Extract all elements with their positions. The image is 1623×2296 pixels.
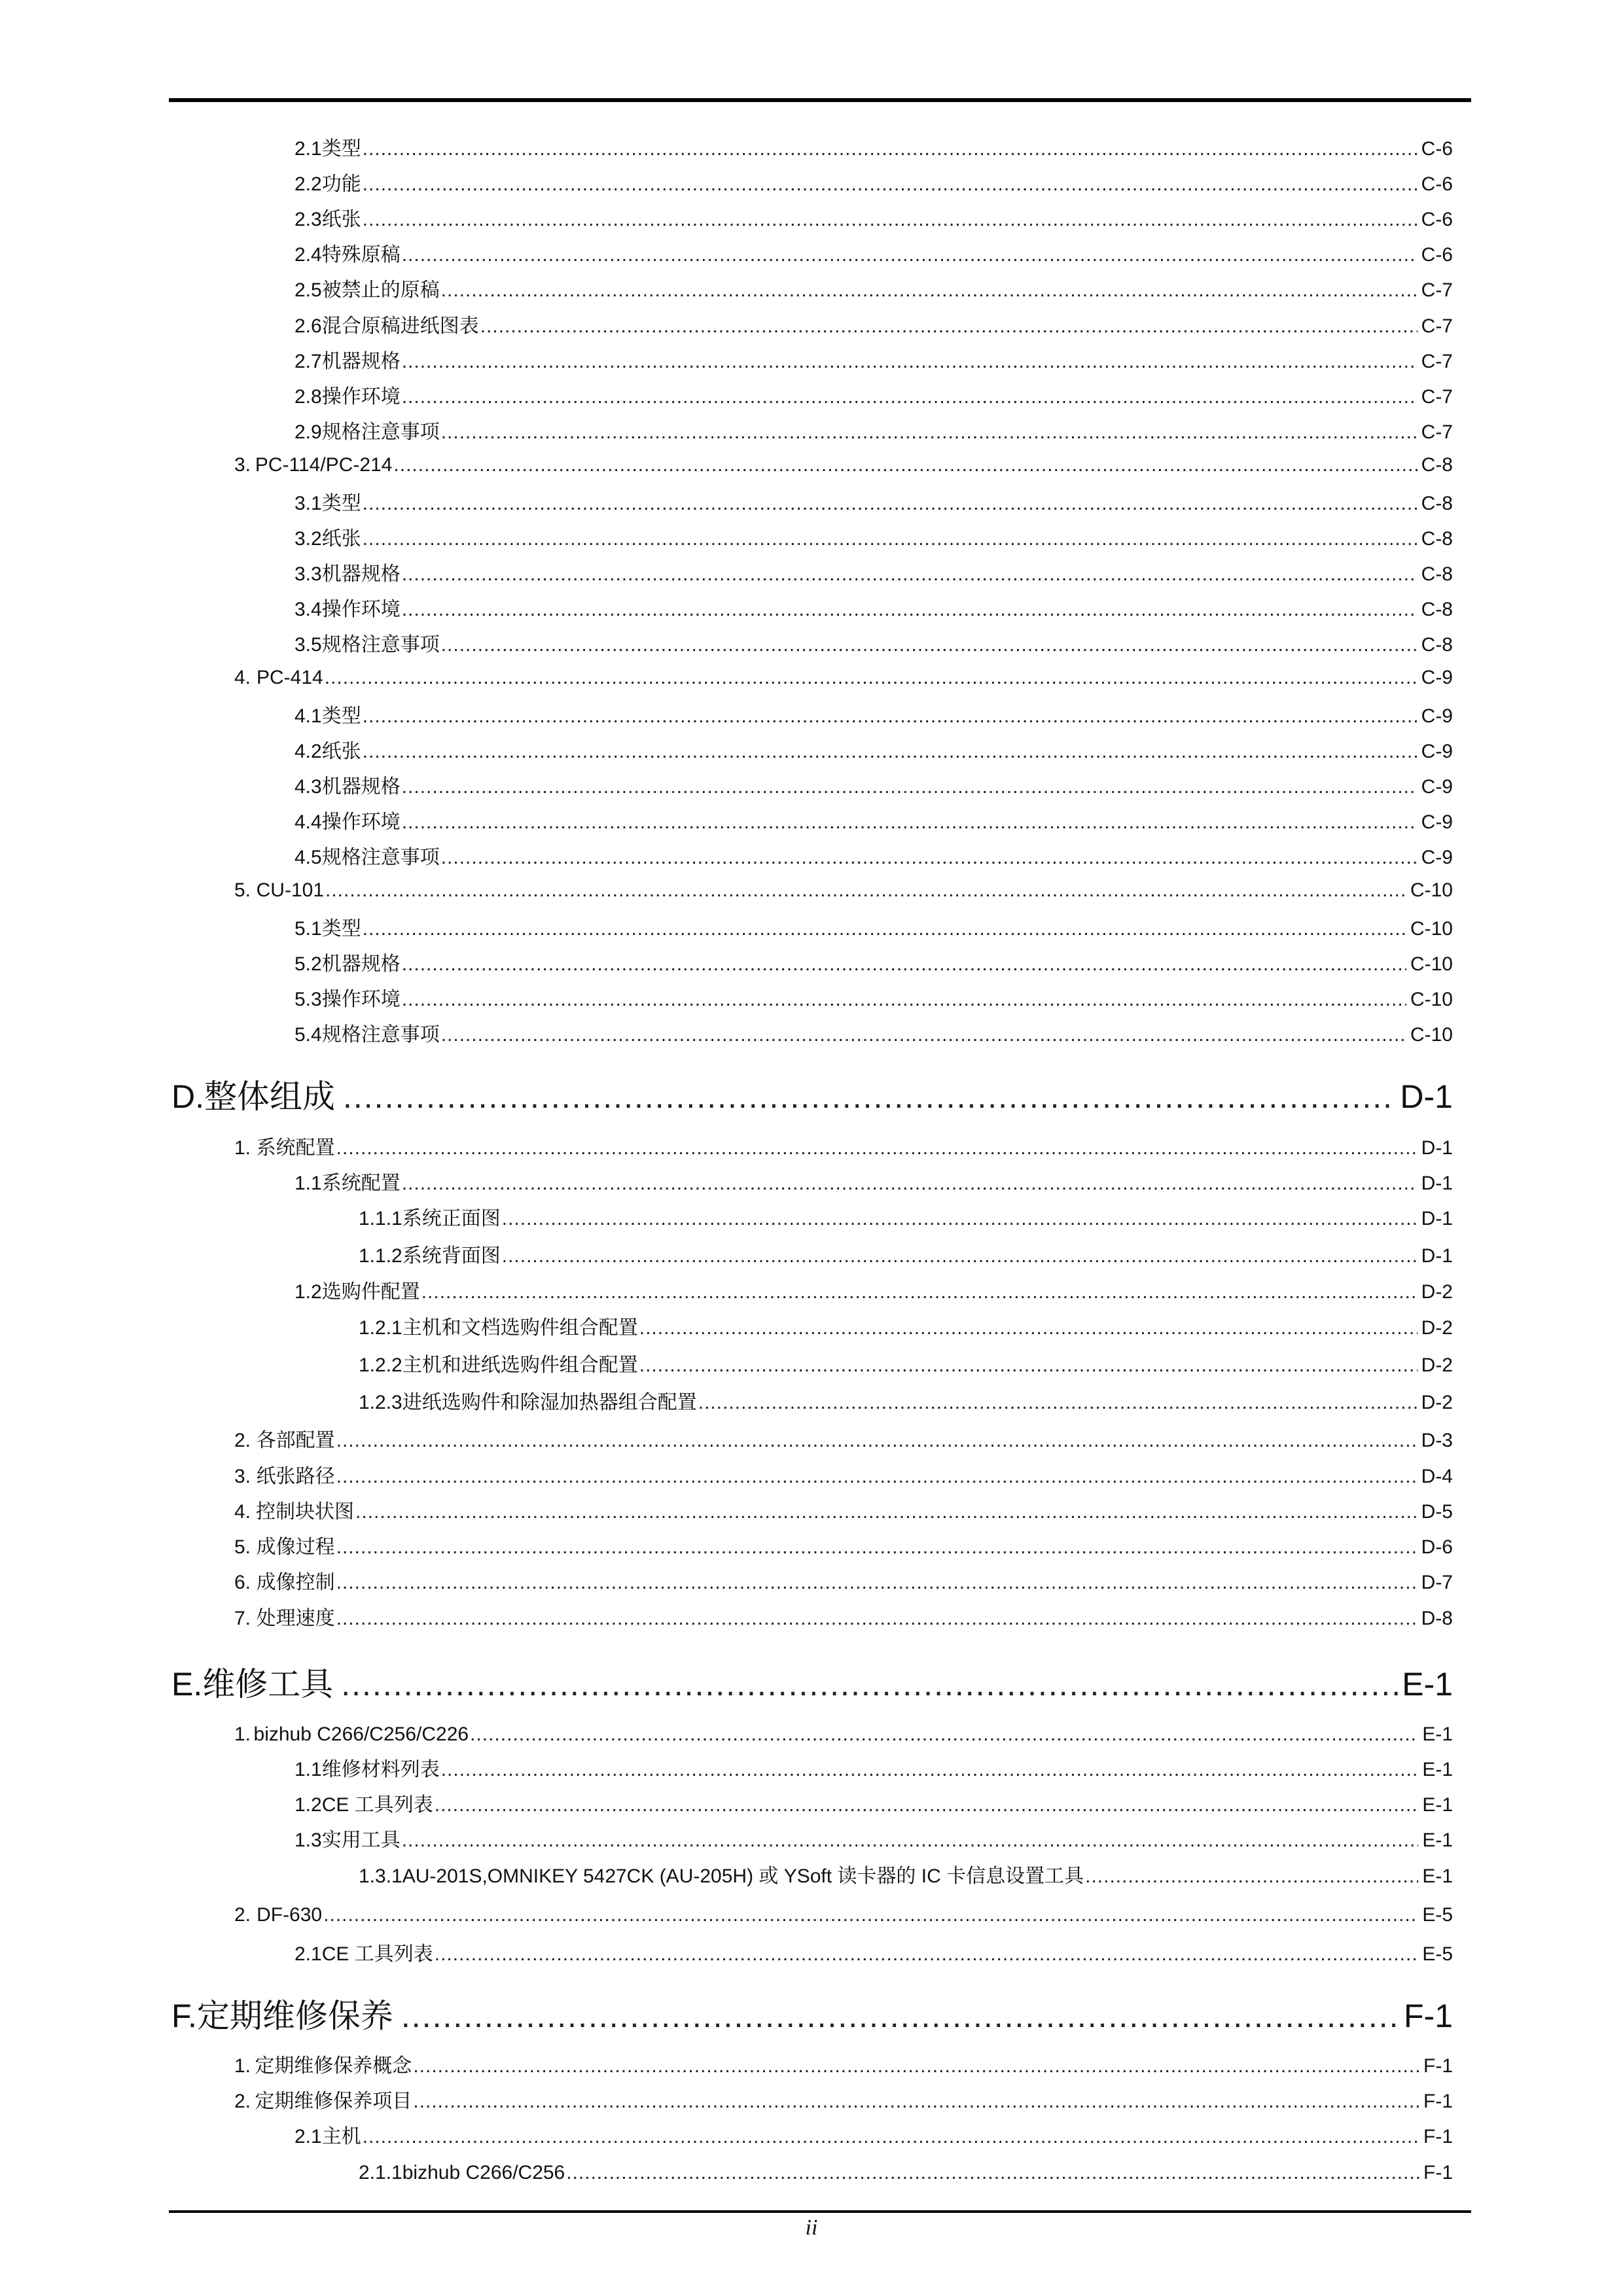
toc-entry-page: C-8 [1421, 454, 1453, 476]
toc-entry-number: 4. [234, 667, 251, 688]
toc-entry-title: 规格注意事项 [321, 634, 440, 656]
toc-entry-title: AU-201S,OMNIKEY 5427CK (AU-205H) 或 YSoft 读卡器的 IC 卡信息设置工具 [402, 1865, 1084, 1887]
toc-entry-page: D-4 [1421, 1466, 1453, 1487]
toc-entry[interactable] [294, 527, 1453, 551]
toc-leader-dots [502, 1207, 1418, 1231]
toc-entry[interactable] [294, 1793, 1453, 1817]
toc-entry-page: C-10 [1410, 989, 1453, 1010]
toc-entry[interactable] [294, 279, 1453, 302]
toc-entry[interactable] [234, 666, 1453, 690]
toc-entry-page: E-5 [1422, 1904, 1453, 1926]
toc-entry-number: 2. [234, 1904, 251, 1926]
toc-entry[interactable] [294, 988, 1453, 1012]
toc-entry-title: 纸张 [321, 209, 361, 230]
toc-entry-title: 主机和进纸选购件组合配置 [402, 1354, 638, 1376]
toc-entry-number: 1.2.3 [359, 1392, 402, 1413]
toc-entry-number: 2.2 [294, 173, 322, 195]
toc-entry[interactable] [294, 811, 1453, 834]
toc-entry[interactable] [234, 1607, 1453, 1631]
toc-leader-dots [413, 2090, 1419, 2113]
toc-entry-title: 成像过程 [256, 1536, 335, 1558]
toc-entry-number: 1.2.2 [359, 1354, 402, 1376]
toc-entry-number: 2.1 [294, 2126, 322, 2147]
toc-entry-title: 规格注意事项 [321, 421, 440, 443]
toc-leader-dots [441, 421, 1418, 444]
toc-entry[interactable] [171, 1665, 1453, 1703]
toc-entry-page: C-7 [1421, 386, 1453, 408]
toc-entry-page: D-2 [1421, 1392, 1453, 1413]
toc-entry-page: C-9 [1421, 741, 1453, 762]
toc-entry-title: 特殊原稿 [321, 244, 401, 266]
toc-entry-number: 3.4 [294, 599, 322, 620]
toc-entry[interactable] [294, 208, 1453, 232]
toc-leader-dots [336, 1536, 1418, 1559]
toc-entry-title: 维修工具 [202, 1666, 334, 1703]
toc-entry-page: C-6 [1421, 244, 1453, 266]
toc-entry[interactable] [294, 315, 1453, 338]
toc-entry-number: 2.8 [294, 386, 322, 408]
toc-entry[interactable] [359, 1391, 1453, 1415]
toc-entry-page: D-8 [1421, 1608, 1453, 1629]
toc-leader-dots [325, 879, 1406, 902]
toc-entry-number: 1.1.1 [359, 1208, 402, 1229]
toc-entry-title: 功能 [321, 173, 361, 195]
toc-entry-title: 控制块状图 [256, 1501, 355, 1523]
toc-entry-number: 1. [234, 1723, 251, 1745]
toc-entry-number: 1.3.1 [359, 1865, 402, 1887]
toc-entry-title: 处理速度 [256, 1608, 335, 1629]
toc-leader-dots [325, 666, 1418, 690]
toc-entry-number: F. [171, 1998, 197, 2034]
toc-entry-page: C-7 [1421, 351, 1453, 372]
toc-entry-title: 选购件配置 [321, 1281, 420, 1303]
toc-entry-page: C-8 [1421, 563, 1453, 585]
toc-entry[interactable] [294, 1829, 1453, 1852]
toc-entry-page: F-1 [1423, 2126, 1453, 2147]
toc-entry-title: 各部配置 [256, 1430, 335, 1451]
toc-entry-page: C-10 [1410, 953, 1453, 975]
toc-entry-title: 操作环境 [321, 599, 401, 620]
toc-entry[interactable] [294, 1280, 1453, 1304]
toc-entry-page: D-1 [1421, 1245, 1453, 1267]
toc-entry[interactable] [294, 243, 1453, 267]
toc-entry-title: bizhub C266/C256 [402, 2162, 565, 2183]
toc-entry-number: 1.1 [294, 1759, 322, 1780]
toc-entry-title: 主机 [321, 2126, 361, 2147]
toc-entry-number: 2.9 [294, 421, 322, 443]
toc-entry-number: 7. [234, 1608, 251, 1629]
toc-leader-dots [402, 775, 1418, 799]
toc-entry-title: 类型 [321, 918, 361, 940]
toc-entry-page: E-1 [1422, 1759, 1453, 1780]
toc-entry[interactable] [234, 1137, 1453, 1160]
toc-entry[interactable] [234, 2055, 1453, 2078]
page-number: ii [805, 2216, 818, 2240]
toc-entry[interactable] [234, 1903, 1453, 1927]
toc-entry[interactable] [359, 1354, 1453, 1377]
toc-entry[interactable] [294, 137, 1453, 161]
toc-leader-dots [435, 1943, 1419, 1966]
toc-entry-number: 2. [234, 2091, 251, 2112]
toc-entry-page: C-8 [1421, 528, 1453, 550]
toc-entry[interactable] [234, 1429, 1453, 1453]
toc-entry-number: 3.3 [294, 563, 322, 585]
toc-entry[interactable] [234, 1465, 1453, 1489]
toc-entry-number: 6. [234, 1572, 251, 1593]
toc-leader-dots [413, 2055, 1419, 2078]
toc-entry-page: C-6 [1421, 138, 1453, 160]
toc-entry-number: 5. [234, 879, 251, 901]
toc-entry[interactable] [234, 1723, 1453, 1746]
toc-leader-dots [639, 1354, 1418, 1377]
toc-entry[interactable] [294, 350, 1453, 374]
toc-leader-dots [323, 1903, 1418, 1927]
toc-leader-dots [502, 1245, 1418, 1268]
toc-entry-page: C-8 [1421, 634, 1453, 656]
toc-entry-title: 机器规格 [321, 351, 401, 372]
toc-entry[interactable] [171, 1078, 1453, 1116]
toc-leader-dots [402, 988, 1406, 1012]
toc-leader-dots [421, 1280, 1418, 1304]
toc-leader-dots [441, 1758, 1419, 1782]
toc-leader-dots [470, 1723, 1418, 1746]
toc-leader-dots [402, 811, 1418, 834]
toc-entry-number: 1.3 [294, 1829, 322, 1851]
toc-entry-page: E-1 [1422, 1794, 1453, 1816]
toc-entry[interactable] [234, 1536, 1453, 1559]
toc-entry-title: 机器规格 [321, 953, 401, 975]
toc-entry-title: 系统背面图 [402, 1245, 501, 1267]
toc-entry-number: 2.1.1 [359, 2162, 402, 2183]
toc-entry-title: PC-414 [257, 667, 323, 688]
toc-entry-page: C-6 [1421, 173, 1453, 195]
toc-entry-number: 3. [234, 1466, 251, 1487]
toc-entry-number: 3.5 [294, 634, 322, 656]
toc-entry-page: C-6 [1421, 209, 1453, 230]
toc-entry-number: 3.1 [294, 493, 322, 514]
toc-entry[interactable] [359, 2161, 1453, 2185]
toc-entry[interactable] [359, 1865, 1453, 1888]
toc-entry-page: C-7 [1421, 315, 1453, 337]
toc-entry-page: C-10 [1410, 879, 1453, 901]
toc-entry-number: 2.1 [294, 1943, 322, 1965]
toc-entry[interactable] [234, 453, 1453, 477]
toc-leader-dots [441, 633, 1418, 657]
toc-entry-title: 机器规格 [321, 563, 401, 585]
toc-entry-number: 2.1 [294, 138, 322, 160]
toc-entry[interactable] [294, 633, 1453, 657]
toc-entry-number: 1. [234, 2055, 251, 2077]
toc-entry-title: CU-101 [256, 879, 325, 901]
toc-entry-page: D-2 [1421, 1354, 1453, 1376]
toc-leader-dots [402, 1829, 1419, 1852]
toc-entry-number: 4.1 [294, 705, 322, 727]
toc-entry-title: 系统正面图 [402, 1208, 501, 1229]
toc-entry-title: 操作环境 [321, 811, 401, 833]
toc-entry-number: 5.2 [294, 953, 322, 975]
toc-leader-dots [639, 1316, 1418, 1340]
toc-leader-dots [435, 1793, 1419, 1817]
toc-entry-number: 2.5 [294, 279, 322, 301]
toc-entry-title: PC-114/PC-214 [255, 454, 393, 476]
toc-entry-page: D-3 [1421, 1430, 1453, 1451]
toc-leader-dots [363, 2125, 1419, 2149]
toc-entry-page: E-1 [1402, 1666, 1453, 1703]
toc-entry-page: C-9 [1421, 847, 1453, 868]
toc-entry-page: D-5 [1421, 1501, 1453, 1523]
toc-entry[interactable] [234, 1500, 1453, 1524]
toc-entry[interactable] [294, 1758, 1453, 1782]
toc-entry-title: 纸张 [321, 528, 361, 550]
toc-entry-page: C-7 [1421, 279, 1453, 301]
toc-entry[interactable] [294, 598, 1453, 622]
toc-entry-page: C-10 [1410, 918, 1453, 940]
toc-entry[interactable] [294, 385, 1453, 409]
toc-entry-title: 规格注意事项 [321, 847, 440, 868]
toc-entry-title: 整体组成 [204, 1078, 335, 1115]
toc-entry-page: D-7 [1421, 1572, 1453, 1593]
toc-entry-number: 5. [234, 1536, 251, 1558]
toc-entry[interactable] [171, 1997, 1453, 2035]
toc-entry[interactable] [234, 1571, 1453, 1595]
toc-entry-page: F-1 [1423, 2091, 1453, 2112]
toc-entry-page: F-1 [1423, 2055, 1453, 2077]
toc-entry-title: 定期维修保养 [196, 1998, 393, 2034]
toc-entry-page: C-8 [1421, 599, 1453, 620]
toc-leader-dots [402, 953, 1406, 976]
toc-entry-number: 2.7 [294, 351, 322, 372]
toc-entry-title: CE 工具列表 [321, 1943, 433, 1965]
toc-leader-dots [566, 2161, 1419, 2185]
toc-entry-page: D-1 [1400, 1078, 1453, 1115]
toc-entry-title: 类型 [321, 493, 361, 514]
toc-entry-number: 1.2.1 [359, 1317, 402, 1339]
toc-leader-dots [336, 1571, 1418, 1595]
toc-leader-dots [402, 385, 1418, 409]
toc-leader-dots [355, 1500, 1418, 1524]
toc-entry-page: C-9 [1421, 811, 1453, 833]
toc-leader-dots [363, 740, 1418, 764]
toc-entry[interactable] [294, 421, 1453, 444]
toc-leader-dots [402, 243, 1418, 267]
toc-entry-title: 混合原稿进纸图表 [321, 315, 479, 337]
toc-entry-title: 定期维修保养项目 [255, 2091, 412, 2112]
toc-entry-page: D-2 [1421, 1317, 1453, 1339]
toc-entry-number: 1. [234, 1137, 251, 1159]
toc-entry-page: F-1 [1404, 1998, 1453, 2034]
toc-entry-number: 1.1.2 [359, 1245, 402, 1267]
toc-entry-page: C-10 [1410, 1024, 1453, 1046]
toc-leader-dots [393, 453, 1417, 477]
toc-entry-page: C-9 [1421, 705, 1453, 727]
toc-entry-page: D-1 [1421, 1173, 1453, 1194]
toc-entry[interactable] [294, 740, 1453, 764]
toc-entry-title: CE 工具列表 [321, 1794, 433, 1816]
toc-leader-dots [401, 1997, 1400, 2035]
toc-leader-dots [441, 846, 1418, 870]
toc-entry-page: C-7 [1421, 421, 1453, 443]
toc-entry-title: 规格注意事项 [321, 1024, 440, 1046]
toc-entry-number: 1.1 [294, 1173, 322, 1194]
toc-entry-number: 5.4 [294, 1024, 322, 1046]
toc-entry-title: 进纸选购件和除湿加热器组合配置 [402, 1392, 697, 1413]
toc-leader-dots [343, 1078, 1396, 1116]
toc-leader-dots [363, 705, 1418, 728]
toc-entry-page: C-8 [1421, 493, 1453, 514]
toc-leader-dots [402, 350, 1418, 374]
toc-entry-number: 3. [234, 454, 251, 476]
toc-leader-dots [341, 1665, 1398, 1703]
toc-entry-number: 5.1 [294, 918, 322, 940]
toc-entry-title: 类型 [321, 705, 361, 727]
toc-leader-dots [336, 1607, 1418, 1631]
toc-entry-number: 3.2 [294, 528, 322, 550]
footer-rule [169, 2210, 1471, 2213]
toc-entry-page: C-9 [1421, 776, 1453, 798]
toc-entry-number: 5.3 [294, 989, 322, 1010]
toc-entry[interactable] [359, 1245, 1453, 1268]
toc-entry-number: E. [171, 1666, 203, 1703]
toc-entry[interactable] [359, 1207, 1453, 1231]
toc-entry-page: D-1 [1421, 1208, 1453, 1229]
toc-entry[interactable] [294, 775, 1453, 799]
toc-leader-dots [441, 1023, 1406, 1047]
toc-entry-title: 实用工具 [321, 1829, 401, 1851]
toc-entry-page: E-1 [1422, 1829, 1453, 1851]
toc-entry-title: 操作环境 [321, 386, 401, 408]
toc-entry-number: 4.3 [294, 776, 322, 798]
toc-leader-dots [336, 1137, 1418, 1160]
toc-entry-number: 4.5 [294, 847, 322, 868]
toc-entry[interactable] [234, 2090, 1453, 2113]
toc-entry-number: 2.4 [294, 244, 322, 266]
toc-entry-page: D-2 [1421, 1281, 1453, 1303]
toc-leader-dots [402, 598, 1418, 622]
toc-leader-dots [402, 563, 1418, 586]
toc-entry-title: 机器规格 [321, 776, 401, 798]
toc-leader-dots [363, 137, 1418, 161]
toc-leader-dots [480, 315, 1418, 338]
toc-leader-dots [363, 173, 1418, 196]
toc-leader-dots [698, 1391, 1418, 1415]
toc-entry[interactable] [294, 173, 1453, 196]
toc-entry-title: 纸张路径 [256, 1466, 335, 1487]
toc-entry[interactable] [294, 1943, 1453, 1966]
toc-entry-title: DF-630 [257, 1904, 323, 1926]
toc-entry-page: F-1 [1423, 2162, 1453, 2183]
toc-entry-page: D-1 [1421, 1137, 1453, 1159]
toc-entry-number: 1.2 [294, 1794, 322, 1816]
toc-entry-page: D-6 [1421, 1536, 1453, 1558]
toc-entry-title: 类型 [321, 138, 361, 160]
toc-entry[interactable] [294, 492, 1453, 516]
toc-entry-number: 4.2 [294, 741, 322, 762]
toc-entry-title: 系统配置 [256, 1137, 335, 1159]
toc-entry-number: 4.4 [294, 811, 322, 833]
toc-entry-title: 操作环境 [321, 989, 401, 1010]
toc-entry[interactable] [294, 917, 1453, 941]
toc-entry[interactable] [294, 2125, 1453, 2149]
toc-entry-title: 被禁止的原稿 [321, 279, 440, 301]
toc-entry[interactable] [359, 1316, 1453, 1340]
toc-entry-number: 2. [234, 1430, 251, 1451]
toc-entry-title: 定期维修保养概念 [255, 2055, 412, 2077]
toc-leader-dots [441, 279, 1418, 302]
toc-leader-dots [336, 1465, 1418, 1489]
toc-leader-dots [363, 492, 1418, 516]
toc-entry-page: E-1 [1422, 1865, 1453, 1887]
toc-entry-title: 主机和文档选购件组合配置 [402, 1317, 638, 1339]
toc-leader-dots [363, 527, 1418, 551]
toc-entry[interactable] [294, 846, 1453, 870]
toc-entry-number: 2.6 [294, 315, 322, 337]
toc-entry[interactable] [294, 953, 1453, 976]
toc-entry-number: 2.3 [294, 209, 322, 230]
toc-leader-dots [336, 1429, 1418, 1453]
toc-entry-number: 4. [234, 1501, 251, 1523]
toc-leader-dots [1085, 1865, 1418, 1888]
toc-leader-dots [363, 917, 1406, 941]
toc-entry-title: 维修材料列表 [321, 1759, 440, 1780]
toc-entry-page: C-9 [1421, 667, 1453, 688]
toc-leader-dots [402, 1172, 1418, 1195]
toc-entry-title: 系统配置 [321, 1173, 401, 1194]
toc-leader-dots [363, 208, 1418, 232]
toc-entry[interactable] [294, 1023, 1453, 1047]
toc-entry[interactable] [294, 1172, 1453, 1195]
toc-entry-title: 成像控制 [256, 1572, 335, 1593]
toc-entry-page: E-1 [1422, 1723, 1453, 1745]
toc-entry-page: E-5 [1422, 1943, 1453, 1965]
toc-entry-number: 1.2 [294, 1281, 322, 1303]
toc-entry-title: bizhub C266/C256/C226 [253, 1723, 469, 1745]
toc-entry-title: 纸张 [321, 741, 361, 762]
toc-entry[interactable] [234, 879, 1453, 902]
toc-entry-number: D. [171, 1078, 204, 1115]
toc-entry[interactable] [294, 705, 1453, 728]
toc-entry[interactable] [294, 563, 1453, 586]
